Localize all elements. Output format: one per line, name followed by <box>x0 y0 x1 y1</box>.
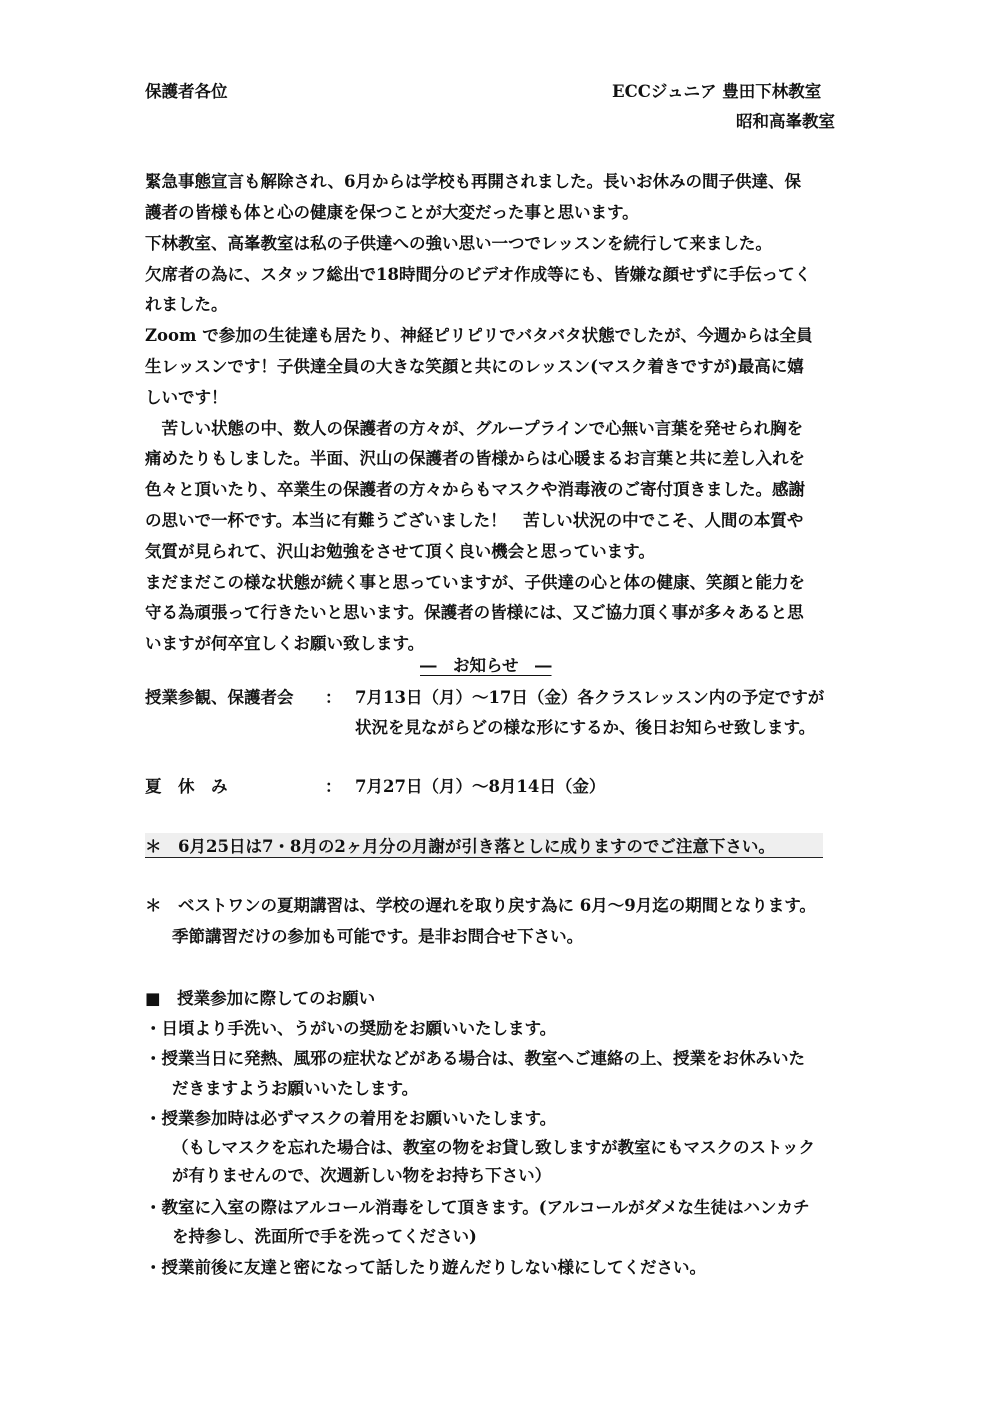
body-line: 護者の皆様も体と心の健康を保つことが大変だった事と思います。 <box>145 203 639 222</box>
summer-course-note-cont: 季節講習だけの参加も可能です。是非お問合せ下さい。 <box>172 927 584 946</box>
event-colon: ： <box>325 777 342 796</box>
body-line: の思いで一杯です。本当に有難うございました！ 苦しい状況の中でこそ、人間の本質や <box>145 511 804 530</box>
event-colon: ： <box>325 688 342 707</box>
body-line: 苦しい状態の中、数人の保護者の方々が、グループラインで心無い言葉を発せられ胸を <box>145 419 804 438</box>
requests-title: ■ 授業参加に際してのお願い <box>145 989 376 1008</box>
body-line: 気質が見られて、沢山お勉強をさせて頂く良い機会と思っています。 <box>145 542 655 561</box>
body-line: 色々と頂いたり、卒業生の保護者の方々からもマスクや消毒液のご寄付頂きました。感謝 <box>145 480 805 499</box>
sender-school-line1: ECCジュニア 豊田下林教室 <box>612 82 822 101</box>
request-item: ・授業参加時は必ずマスクの着用をお願いいたします。 <box>145 1109 557 1128</box>
body-line: 守る為頑張って行きたいと思います。保護者の皆様には、又ご協力頂く事が多々あると思 <box>145 603 804 622</box>
body-line: Zoom で参加の生徒達も居たり、神経ピリピリでバタバタ状態でしたが、今週からは全員 <box>145 326 813 345</box>
addressee: 保護者各位 <box>145 82 228 101</box>
request-item-cont: だきますようお願いいたします。 <box>172 1079 419 1098</box>
tuition-fee-note-text: ＊ 6月25日は7・8月の2ヶ月分の月謝が引き落としに成りますのでご注意下さい。 <box>145 837 775 856</box>
body-line: 緊急事態宣言も解除され、6月からは学校も再開されました。長いお休みの間子供達、保 <box>145 172 801 191</box>
body-line: 生レッスンです！子供達全員の大きな笑顔と共にのレッスン(マスク着きですが)最高に嬉 <box>145 357 804 376</box>
body-line: 欠席者の為に、スタッフ総出で18時間分のビデオ作成等にも、皆嫌な顔せずに手伝ってく <box>145 265 812 284</box>
sender-school-line2: 昭和高峯教室 <box>736 112 835 131</box>
notice-heading: ― お知らせ ― <box>420 656 552 675</box>
event-label-open-class: 授業参観、保護者会 <box>145 688 294 707</box>
request-item: ・教室に入室の際はアルコール消毒をして頂きます。(アルコールがダメな生徒はハンカチ <box>145 1198 810 1217</box>
event-date-open-class: 7月13日（月）～17日（金）各クラスレッスン内の予定ですが <box>355 688 825 707</box>
body-line: れました。 <box>145 295 228 314</box>
event-label-summer-break: 夏 休 み <box>145 777 228 796</box>
request-item: ・授業当日に発熱、風邪の症状などがある場合は、教室へご連絡の上、授業をお休みいた <box>145 1049 805 1068</box>
request-item: ・日頃より手洗い、うがいの奨励をお願いいたします。 <box>145 1019 557 1038</box>
event-note-open-class: 状況を見ながらどの様な形にするか、後日お知らせ致します。 <box>355 718 816 737</box>
request-item-cont: が有りませんので、次週新しい物をお持ち下さい） <box>172 1166 552 1185</box>
event-date-summer-break: 7月27日（月）～8月14日（金） <box>355 777 606 796</box>
body-line: しいです！ <box>145 388 228 407</box>
body-line: いますが何卒宜しくお願い致します。 <box>145 634 425 653</box>
body-line: まだまだこの様な状態が続く事と思っていますが、子供達の心と体の健康、笑顔と能力を <box>145 573 805 592</box>
request-item-cont: （もしマスクを忘れた場合は、教室の物をお貸し致しますが教室にもマスクのストック <box>172 1138 816 1157</box>
body-line: 痛めたりもしました。半面、沢山の保護者の皆様からは心暖まるお言葉と共に差し入れを <box>145 449 805 468</box>
request-item-cont: を持参し、洗面所で手を洗ってください) <box>172 1227 477 1246</box>
body-line: 下林教室、高峯教室は私の子供達への強い思い一つでレッスンを続行して来ました。 <box>145 234 772 253</box>
request-item: ・授業前後に友達と密になって話したり遊んだりしない様にしてください。 <box>145 1258 706 1277</box>
tuition-fee-note <box>145 833 823 858</box>
summer-course-note: ＊ ベストワンの夏期講習は、学校の遅れを取り戻す為に 6月～9月迄の期間となります。 <box>145 896 816 915</box>
